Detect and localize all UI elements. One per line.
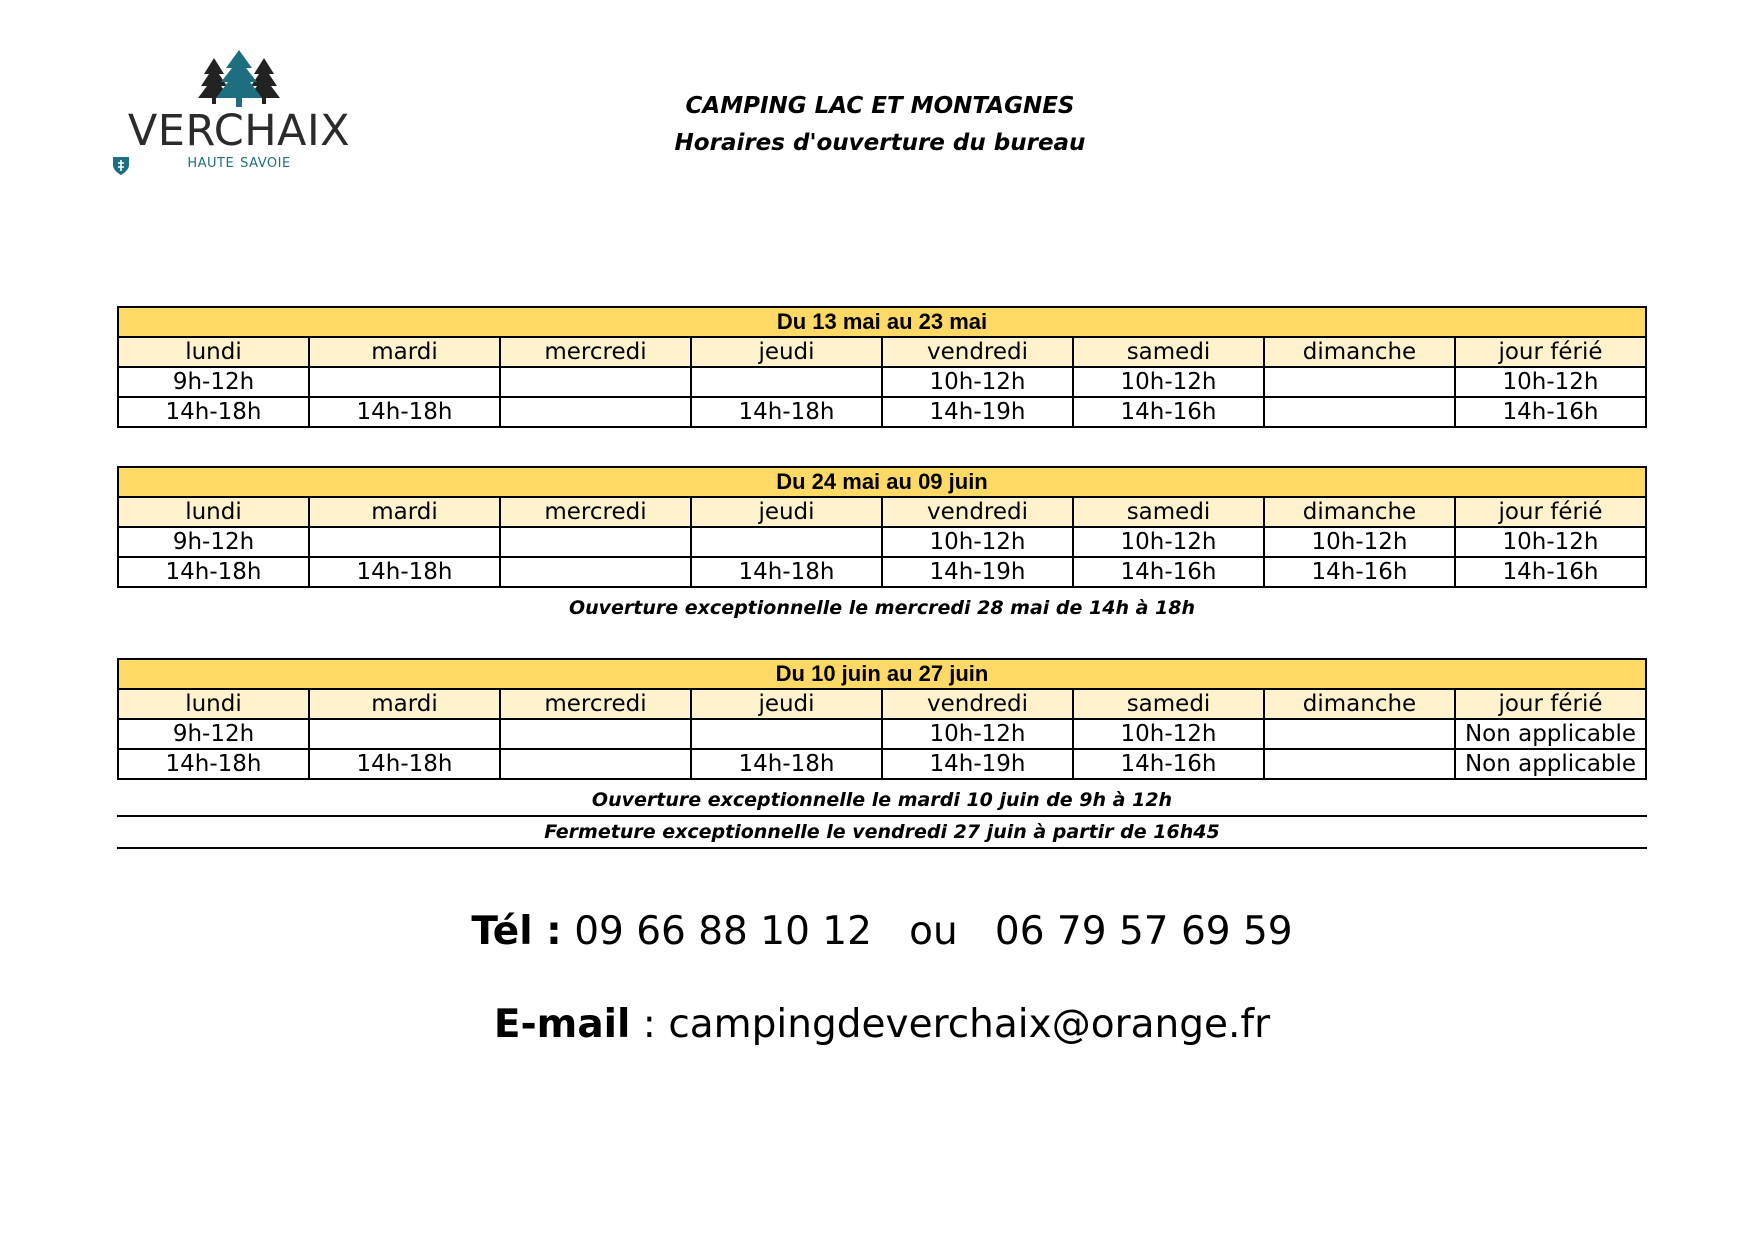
- hours-cell: 14h-18h: [691, 749, 882, 779]
- hours-cell: 9h-12h: [118, 527, 309, 557]
- schedule-table-3: [117, 658, 1647, 780]
- day-vendredi: vendredi: [882, 689, 1073, 719]
- hours-cell: [500, 527, 691, 557]
- day-mardi: mardi: [309, 497, 500, 527]
- hours-cell: 10h-12h: [1073, 367, 1264, 397]
- day-mercredi: mercredi: [500, 689, 691, 719]
- day-vendredi: vendredi: [882, 497, 1073, 527]
- period-title: Du 24 mai au 09 juin: [118, 467, 1646, 497]
- hours-cell: [500, 749, 691, 779]
- day-jeudi: jeudi: [691, 689, 882, 719]
- logo-sub-left: HAUTE: [187, 156, 235, 171]
- schedule-table-2: [117, 466, 1647, 588]
- hours-cell: 14h-19h: [882, 749, 1073, 779]
- hours-cell: 14h-16h: [1455, 557, 1646, 587]
- day-lundi: lundi: [118, 497, 309, 527]
- day-jour-ferie: jour férié: [1455, 337, 1646, 367]
- day-samedi: samedi: [1073, 689, 1264, 719]
- hours-cell: [309, 527, 500, 557]
- hours-cell: 9h-12h: [118, 367, 309, 397]
- phone-or: ou: [909, 909, 958, 954]
- hours-cell: 10h-12h: [882, 719, 1073, 749]
- hours-cell: 10h-12h: [1455, 527, 1646, 557]
- period-title: Du 10 juin au 27 juin: [118, 659, 1646, 689]
- day-vendredi: vendredi: [882, 337, 1073, 367]
- day-header-row: [118, 497, 1646, 527]
- hours-cell: [500, 367, 691, 397]
- email-line: [117, 1000, 1647, 1050]
- hours-cell: 9h-12h: [118, 719, 309, 749]
- phone-line: [117, 907, 1647, 957]
- hours-cell: 14h-18h: [309, 749, 500, 779]
- crest-icon: [112, 156, 130, 176]
- day-jeudi: jeudi: [691, 497, 882, 527]
- hours-cell: [309, 367, 500, 397]
- email-separator: :: [642, 1002, 656, 1047]
- hours-cell: Non applicable: [1455, 749, 1646, 779]
- hours-cell: 14h-16h: [1455, 397, 1646, 427]
- day-samedi: samedi: [1073, 497, 1264, 527]
- table-row-morning: [118, 719, 1646, 749]
- hours-cell: 14h-18h: [118, 557, 309, 587]
- hours-cell: 10h-12h: [882, 527, 1073, 557]
- schedule-table-1: [117, 306, 1647, 428]
- hours-cell: [309, 719, 500, 749]
- day-mercredi: mercredi: [500, 337, 691, 367]
- hours-cell: [1264, 367, 1455, 397]
- table-row-afternoon: [118, 397, 1646, 427]
- table-row-afternoon: [118, 749, 1646, 779]
- day-mardi: mardi: [309, 337, 500, 367]
- hours-cell: 10h-12h: [1073, 719, 1264, 749]
- exception-note: Ouverture exceptionnelle le mercredi 28 mai de 14h à 18h: [568, 597, 1195, 619]
- day-header-row: [118, 337, 1646, 367]
- day-lundi: lundi: [118, 337, 309, 367]
- exception-note: Fermeture exceptionnelle le vendredi 27 juin à partir de 16h45: [117, 817, 1647, 849]
- exception-note: Ouverture exceptionnelle le mardi 10 juin de 9h à 12h: [117, 785, 1647, 817]
- hours-cell: [691, 719, 882, 749]
- hours-cell: 10h-12h: [882, 367, 1073, 397]
- day-mardi: mardi: [309, 689, 500, 719]
- hours-cell: 14h-18h: [691, 397, 882, 427]
- logo-subtitle: [112, 156, 366, 171]
- day-samedi: samedi: [1073, 337, 1264, 367]
- phone-label: Tél :: [471, 909, 562, 954]
- hours-cell: 14h-16h: [1073, 557, 1264, 587]
- day-jour-ferie: jour férié: [1455, 497, 1646, 527]
- hours-cell: 14h-16h: [1264, 557, 1455, 587]
- day-jour-ferie: jour férié: [1455, 689, 1646, 719]
- day-mercredi: mercredi: [500, 497, 691, 527]
- hours-cell: 14h-18h: [309, 557, 500, 587]
- email-label: E-mail: [493, 1002, 631, 1047]
- hours-cell: [1264, 397, 1455, 427]
- verchaix-logo: [112, 50, 372, 180]
- logo-sub-right: SAVOIE: [240, 156, 291, 171]
- hours-cell: [500, 557, 691, 587]
- hours-cell: Non applicable: [1455, 719, 1646, 749]
- document-title: [560, 88, 1200, 162]
- hours-cell: 14h-19h: [882, 557, 1073, 587]
- hours-cell: [1264, 719, 1455, 749]
- day-dimanche: dimanche: [1264, 689, 1455, 719]
- hours-cell: 14h-18h: [118, 397, 309, 427]
- day-dimanche: dimanche: [1264, 497, 1455, 527]
- table-row-morning: [118, 367, 1646, 397]
- period-title: Du 13 mai au 23 mai: [118, 307, 1646, 337]
- pine-trees-icon: [112, 50, 372, 110]
- hours-cell: [691, 527, 882, 557]
- day-lundi: lundi: [118, 689, 309, 719]
- phone-number-2[interactable]: 06 79 57 69 59: [994, 909, 1293, 954]
- hours-cell: 10h-12h: [1455, 367, 1646, 397]
- hours-cell: 10h-12h: [1073, 527, 1264, 557]
- hours-cell: 14h-16h: [1073, 749, 1264, 779]
- email-address[interactable]: campingdeverchaix@orange.fr: [668, 1002, 1271, 1047]
- table-row-morning: [118, 527, 1646, 557]
- title-line-1: CAMPING LAC ET MONTAGNES: [685, 93, 1075, 119]
- logo-wordmark: VERCHAIX: [127, 106, 351, 156]
- day-dimanche: dimanche: [1264, 337, 1455, 367]
- phone-number-1[interactable]: 09 66 88 10 12: [574, 909, 872, 954]
- hours-cell: 14h-18h: [118, 749, 309, 779]
- hours-cell: [500, 397, 691, 427]
- title-line-2: Horaires d'ouverture du bureau: [674, 130, 1086, 156]
- hours-cell: [1264, 749, 1455, 779]
- hours-cell: 14h-16h: [1073, 397, 1264, 427]
- hours-cell: 14h-18h: [309, 397, 500, 427]
- hours-cell: 14h-19h: [882, 397, 1073, 427]
- hours-cell: [691, 367, 882, 397]
- day-header-row: [118, 689, 1646, 719]
- hours-cell: [500, 719, 691, 749]
- hours-cell: 10h-12h: [1264, 527, 1455, 557]
- day-jeudi: jeudi: [691, 337, 882, 367]
- hours-cell: 14h-18h: [691, 557, 882, 587]
- table-row-afternoon: [118, 557, 1646, 587]
